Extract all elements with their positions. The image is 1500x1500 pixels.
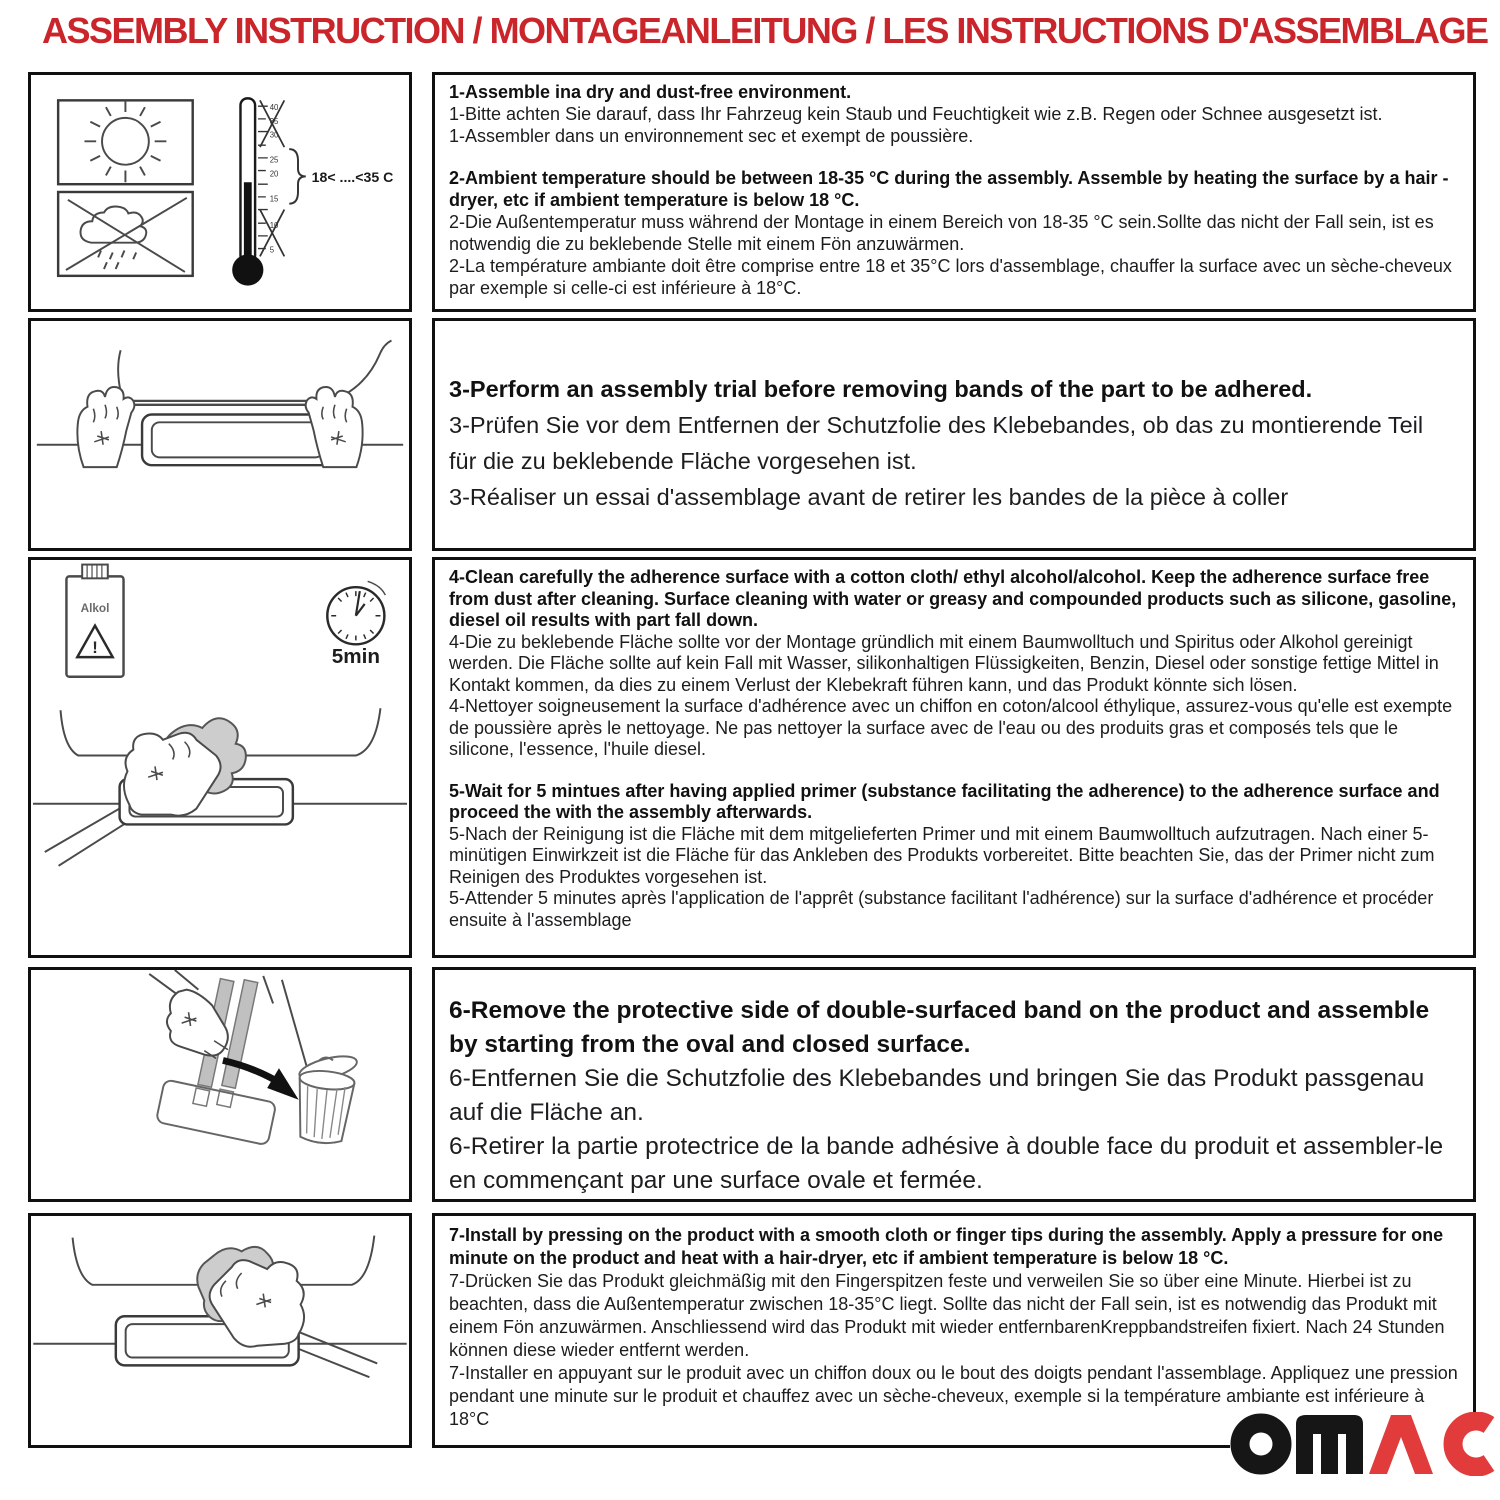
step4-fr: 4-Nettoyer soigneusement la surface d'adhérence avec un chiffon en coton/alcool éthylique, assurez-vous qu'elle est exempte de poussière après le nettoyage. Ne pas nettoyer la surface avec de l'eau ou des produits gras et composés tels que le silicone, l'essence, l'huile diesel. — [449, 696, 1453, 759]
step-1-2-text — [432, 72, 1476, 312]
band-end-right — [325, 340, 391, 402]
arrow-head-icon — [267, 1068, 298, 1099]
step3-fr: 3-Réaliser un essai d'assemblage avant de retirer les bandes de la pièce à coller — [449, 484, 1289, 510]
trash-can-icon — [293, 1052, 359, 1146]
illustration-assembly-trial — [28, 318, 412, 551]
illustration-press-install — [28, 1213, 412, 1448]
cleaning-diagram — [31, 560, 409, 955]
step4-de: 4-Die zu beklebende Fläche sollte vor der Montage gründlich mit einem Baumwolltuch und Spiritus oder Alkohol gereinigt werden. Die Fläche sollte auf kein Fall mit Wasser, silikonhaltigen Flüssigkeiten, Benzin, Diesel oder sonstige fettige Mittel in Kontakt kommen, da dies zu einem Verlust der Klebekraft führen kann, und das Produkt könnte sich lösen. — [449, 631, 1439, 695]
omac-logo — [1230, 1412, 1500, 1478]
illustration-environment — [28, 72, 412, 312]
brace — [289, 149, 306, 204]
step6-fr: 6-Retirer la partie protectrice de la bande adhésive à double face du produit et assembler-le en commençant par une surface ovale et fermée. — [449, 1133, 1444, 1194]
step-6-text — [432, 967, 1476, 1202]
page-title: ASSEMBLY INSTRUCTION / MONTAGEANLEITUNG / LES INSTRUCTIONS D'ASSEMBLAGE — [42, 10, 1488, 51]
tick-label: 35 — [269, 116, 279, 126]
omac-logo-icon — [1230, 1412, 1500, 1476]
tick-label: 5 — [269, 245, 275, 255]
step3-en: 3-Perform an assembly trial before removing bands of the part to be adhered. — [449, 376, 1313, 402]
trim-plate-inner — [152, 422, 323, 457]
tick-label: 25 — [269, 155, 279, 165]
step7-de: 7-Drücken Sie das Produkt gleichmäßig mit den Fingerspitzen feste und verweilen Sie so über eine Minute. Hierbei ist zu beachten, dass die Außentemperatur zwischen 18-35°C liegt. Sollte das nicht der Fall sein, ist es notwendig das Produkt mit einem Fön anzuwärmen. Anschliessend wird das Produkt mit wieder entfernbarenKreppbandstreifen fixiert. Nach 24 Stunden können diese wieder entfernt werden. — [449, 1271, 1445, 1360]
peel-band-diagram — [31, 970, 409, 1199]
clock-duration-label: 5min — [331, 645, 380, 668]
step3-de: 3-Prüfen Sie vor dem Entfernen der Schutzfolie des Klebebandes, ob das zu montierende Teil für die zu beklebende Fläche vorgesehen ist. — [449, 412, 1424, 474]
adhesive-band — [119, 401, 326, 405]
left-hand-icon — [77, 387, 134, 467]
step1-fr: 1-Assembler dans un environnement sec et exempt de poussière. — [449, 126, 974, 146]
step7-fr: 7-Installer en appuyant sur le produit avec un chiffon doux ou le bout des doigts pendant l'assemblage. Appliquez une pression pendant une minute sur le produit et chauffez avec un sèche-cheveux, exemple si la température ambiante est inférieure à 18°C — [449, 1363, 1458, 1429]
tick-label: 15 — [269, 194, 279, 204]
rain-cloud-icon — [81, 207, 147, 243]
warning-exclamation: ! — [92, 638, 98, 658]
step2-en: 2-Ambient temperature should be between 18-35 °C during the assembly. Assemble by heating the surface by a hair -dryer, etc if ambient temperature is below 18 °C. — [449, 168, 1449, 210]
illustration-remove-band — [28, 967, 412, 1202]
tick-label: 10 — [269, 221, 279, 231]
step6-en: 6-Remove the protective side of double-surfaced band on the product and assemble by starting from the oval and closed surface. — [449, 997, 1430, 1058]
tick-label: 30 — [269, 130, 279, 140]
step1-en: 1-Assemble ina dry and dust-free environment. — [449, 82, 852, 102]
press-product-diagram — [31, 1216, 409, 1445]
illustration-cleaning — [28, 557, 412, 958]
alcohol-bottle-icon — [66, 565, 123, 677]
bottle-label: Alkol — [80, 600, 110, 615]
step5-en: 5-Wait for 5 mintues after having applied primer (substance facilitating the adherence) to the adherence surface and proceed the with the assembly afterwards. — [449, 780, 1440, 822]
step2-fr: 2-La température ambiante doit être comprise entre 18 et 35°C lors d'assemblage, chauffer la surface avec un sèche-cheveux par exemple si celle-ci est inférieure à 18°C. — [449, 256, 1452, 298]
step5-fr: 5-Attender 5 minutes après l'application de l'apprêt (substance facilitant l'adhérence) sur la surface d'adhérence et procéder ensuite à l'assemblage — [449, 888, 1434, 930]
step6-de: 6-Entfernen Sie die Schutzfolie des Klebebandes und bringen Sie das Produkt passgenau auf die Fläche an. — [449, 1065, 1425, 1126]
arm-lines — [291, 1332, 377, 1377]
thermometer-icon — [232, 98, 393, 285]
temperature-range-label: 18< ....<35 C — [311, 169, 394, 186]
step4-en: 4-Clean carefully the adherence surface with a cotton cloth/ ethyl alcohol/alcohol. Keep the adherence surface free from dust after cleaning. Surface cleaning with water or greasy and compounded products such as silicone, gasoline, diesel oil results with part fall down. — [449, 567, 1457, 630]
clock-icon — [327, 581, 385, 668]
environment-temperature-diagram — [31, 75, 409, 309]
product-part-outline — [156, 1079, 277, 1145]
tick-label: 20 — [269, 169, 279, 179]
step5-de: 5-Nach der Reinigung ist die Fläche mit dem mitgelieferten Primer und mit einem Baumwolltuch aufzutragen. Nach einer 5-minütigen Einwirkzeit ist die Fläche für das Ankleben des Produkts vorbereitet. Bitte beachten Sie, das der Primer nicht zum Reinigen des Produktes vorgesehen ist. — [449, 823, 1435, 887]
step7-en: 7-Install by pressing on the product with a smooth cloth or finger tips during the assembly. Apply a pressure for one minute on the product and heat with a hair-dryer, etc if ambient temperature is below 18 °C. — [449, 1225, 1444, 1268]
step1-de: 1-Bitte achten Sie darauf, dass Ihr Fahrzeug kein Staub und Feuchtigkeit wie z.B. Regen oder Schnee ausgesetzt ist. — [449, 104, 1383, 124]
tick-label: 40 — [269, 103, 279, 113]
step-4-5-text — [432, 557, 1476, 958]
step2-de: 2-Die Außentemperatur muss während der Montage in einem Bereich von 18-35 °C sein.Sollte das nicht der Fall sein, ist es notwendig die zu beklebende Stelle mit einem Fön anzuwärmen. — [449, 212, 1434, 254]
hands-band-diagram — [31, 321, 409, 548]
sun-icon — [102, 118, 149, 165]
peeling-hand-icon — [149, 970, 228, 1058]
step-3-text — [432, 318, 1476, 551]
